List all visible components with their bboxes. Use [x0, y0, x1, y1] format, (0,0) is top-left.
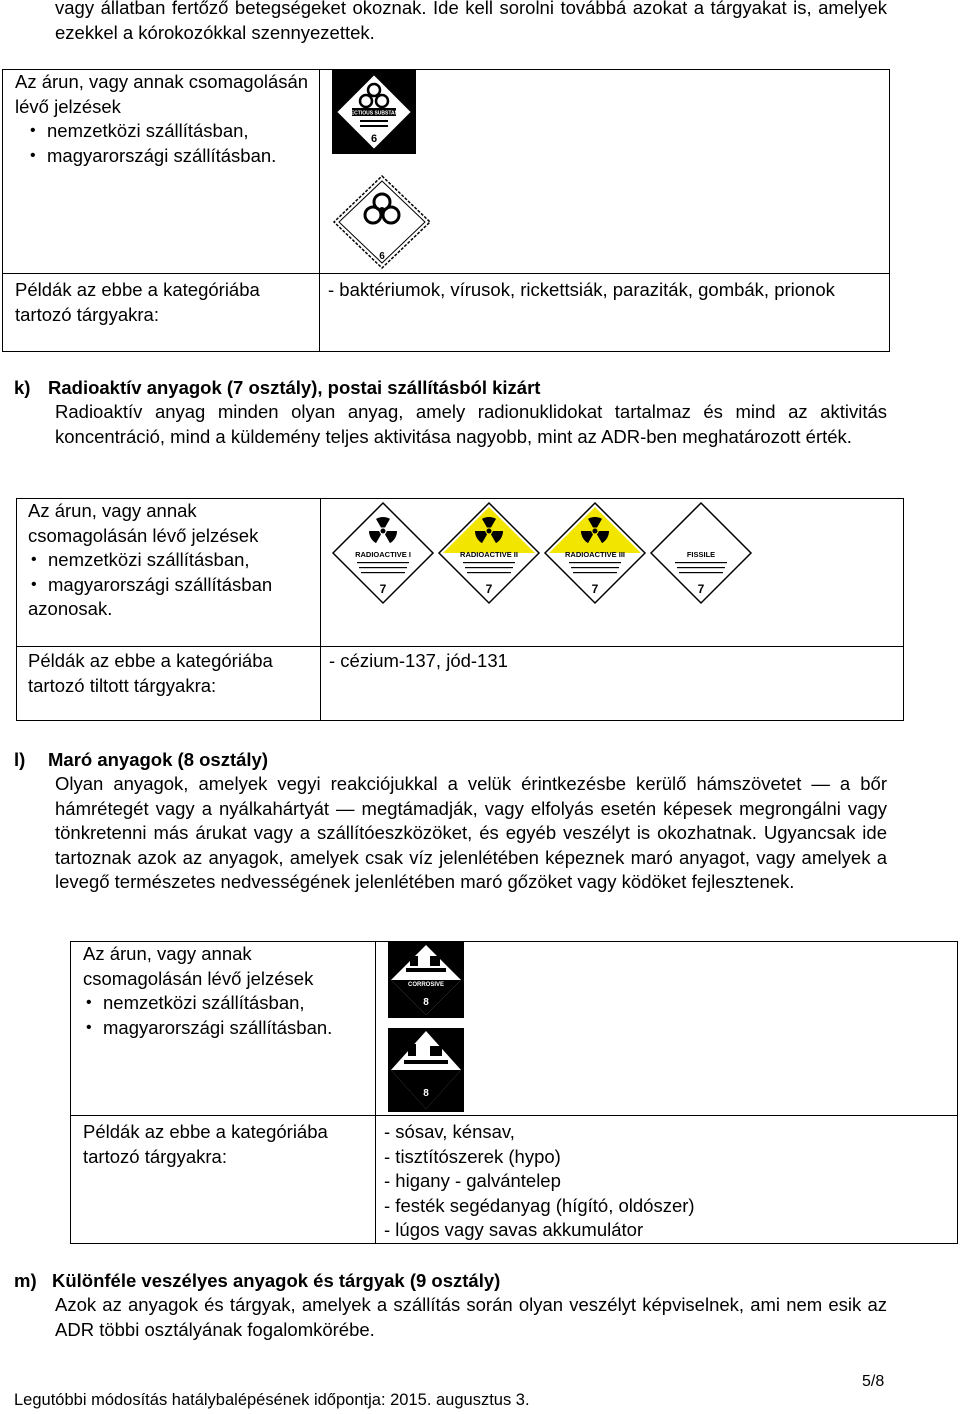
sign-class: 8	[423, 1088, 429, 1099]
sign-text: FISSILE	[686, 550, 716, 559]
examples-title-cell	[71, 1116, 376, 1244]
example-item: - lúgos vagy savas akkumulátor	[384, 1219, 644, 1240]
labels-title: Az árun, vagy annak csomagolásán lévő jelzések	[15, 71, 309, 117]
page-number: 5/8	[862, 1373, 885, 1390]
section-title: Különféle veszélyes anyagok és tárgyak (9 osztály)	[52, 1270, 501, 1291]
example-item: - higany - galvántelep	[384, 1170, 561, 1191]
examples-title-cell	[3, 274, 320, 352]
sign-text: INFECTIOUS SUBSTANCE	[342, 110, 406, 117]
section-l-body: Olyan anyagok, amelyek vegyi reakciójukkal a velük érintkezésbe kerülő hámszövetet — a bőr hámrétegét vagy a nyálkahártyát — megtámadják, vagy elfolyás esetén képesek megrongálni vagy tönkretenni más árukat vagy a szállítóeszközöket, és egyéb veszélyt is okozhatnak. Ugyancsak ide tartoznak azok az anyagok, amelyek csak víz jelenlétében képeznek maró anyagot, vagy amelyek a levegő természetes nedvességének jelenlétében maró gőzöket vagy ködöket fejlesztenek.	[55, 773, 887, 892]
radioactive-sign-2	[439, 503, 539, 603]
sign-text: CORROSIVE	[407, 982, 445, 988]
bullet-international: • nemzetközi szállításban,	[47, 119, 311, 144]
examples-text: - cézium-137, jód-131	[329, 650, 508, 671]
sign-class: 6	[370, 133, 378, 145]
example-item: - sósav, kénsav,	[384, 1121, 515, 1142]
biohazard-sign	[332, 174, 432, 270]
intro-paragraph: vagy állatban fertőző betegségeket okoznak. Ide kell sorolni továbbá azokat a tárgyakat is, amelyek ezekkel a kórokozókkal szennyezettek.	[55, 0, 887, 43]
examples-title: Példák az ebbe a kategóriába tartozó tárgyakra:	[83, 1121, 328, 1167]
examples-title-cell	[17, 647, 321, 721]
examples-title: Példák az ebbe a kategóriába tartozó tiltott tárgyakra:	[28, 650, 273, 696]
corrosive-labels-table	[70, 941, 958, 1244]
examples-cell	[320, 274, 890, 352]
sign-text: RADIOACTIVE III	[564, 550, 626, 559]
sign-text: RADIOACTIVE II	[460, 550, 518, 559]
examples-cell	[376, 1116, 958, 1244]
example-item: - tisztítószerek (hypo)	[384, 1145, 561, 1167]
bullet-hungarian: • magyarországi szállításban.	[103, 1016, 369, 1041]
sign-class: 7	[485, 582, 493, 596]
radioactive-signs-row	[331, 501, 771, 609]
labels-cell	[3, 70, 320, 274]
sign-class: 8	[423, 997, 429, 1008]
bullet-international: • nemzetközi szállításban,	[103, 991, 369, 1016]
sign-text: RADIOACTIVE I	[355, 550, 411, 559]
radioactive-sign-3	[545, 503, 645, 603]
section-k-body: Radioaktív anyag minden olyan anyag, amely radionuklidokat tartalmaz és mind az aktivitás koncentráció, mind a küldemény teljes aktivitása nagyobb, mint az ADR-ben meghatározott érték.	[55, 401, 887, 447]
infectious-substance-sign	[332, 70, 416, 154]
radioactive-labels-table	[16, 498, 904, 721]
radioactive-sign-1	[333, 503, 433, 603]
labels-title: Az árun, vagy annak csomagolásán lévő jelzések	[28, 500, 259, 546]
sign-class: 7	[697, 582, 705, 596]
example-item: - festék segédanyag (hígító, oldószer)	[384, 1194, 695, 1216]
bullet-hungarian: • magyarországi szállításban.	[47, 144, 311, 169]
section-title: Radioaktív anyagok (7 osztály), postai szállításból kizárt	[48, 377, 541, 398]
examples-text: - baktériumok, vírusok, rickettsiák, paraziták, gombák, prionok	[328, 279, 835, 300]
sign-class: 7	[379, 582, 387, 596]
signs-cell	[320, 70, 890, 274]
signs-cell	[321, 499, 904, 647]
labels-cell	[17, 499, 321, 647]
section-m-body: Azok az anyagok és tárgyak, amelyek a szállítás során olyan veszélyt képviselnek, ami nem esik az ADR többi osztályának fogalomkörébe.	[55, 1294, 887, 1340]
examples-cell	[321, 647, 904, 721]
bullet-hungarian: • magyarországi szállításban	[48, 573, 314, 598]
section-letter: k)	[14, 377, 31, 398]
corrosive-sign	[388, 942, 464, 1018]
signs-cell	[376, 942, 958, 1116]
radioactive-sign-4	[651, 503, 751, 603]
footer-modified: Legutóbbi módosítás hatálybalépésének időpontja: 2015. augusztus 3.	[14, 1391, 530, 1409]
corrosive-sign-alt	[388, 1028, 464, 1112]
section-m-heading	[14, 1269, 894, 1294]
section-letter: l)	[14, 749, 26, 770]
bullet-international: • nemzetközi szállításban,	[48, 548, 314, 573]
labels-title: Az árun, vagy annak csomagolásán lévő jelzések	[83, 943, 314, 989]
section-l-heading	[14, 748, 894, 773]
infectious-labels-table	[2, 69, 890, 352]
section-k-heading	[14, 376, 894, 401]
sign-class: 7	[591, 582, 599, 596]
section-letter: m)	[14, 1270, 37, 1291]
sign-class: 6	[379, 251, 385, 262]
labels-suffix: azonosak.	[28, 598, 113, 619]
section-title: Maró anyagok (8 osztály)	[48, 749, 269, 770]
examples-title: Példák az ebbe a kategóriába tartozó tárgyakra:	[15, 279, 260, 325]
labels-cell	[71, 942, 376, 1116]
